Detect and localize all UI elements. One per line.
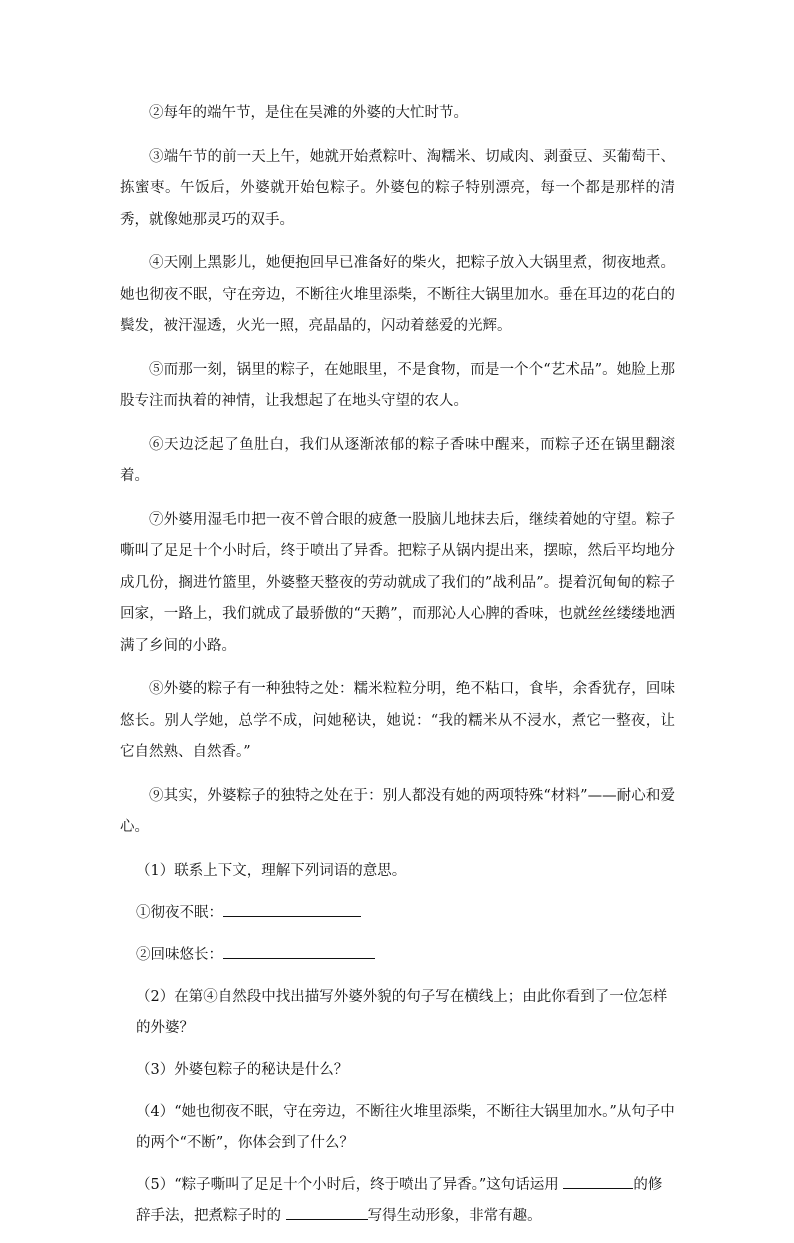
paragraph-7: ⑦外婆用湿毛巾把一夜不曾合眼的疲惫一股脑儿地抹去后，继续着她的守望。粽子嘶叫了足足十个小时后，终于喷出了异香。把粽子从锅内提出来，摆晾，然后平均地分成几份，搁进竹篮里，外婆整天整夜的劳动就成了我们的”战利品”。提着沉甸甸的粽子回家，一路上，我们就成了最骄傲的“天鹅”，而那沁人心脾的香味，也就丝丝缕缕地洒满了乡间的小路。: [120, 511, 675, 654]
question-3: （3）外婆包粽子的秘诀是什么？: [136, 1061, 349, 1078]
answer-blank-5a[interactable]: [563, 1187, 633, 1189]
paragraph-8: ⑧外婆的粽子有一种独特之处：糯米粒粒分明，绝不粘口，食毕，余香犹存，回味悠长。别人学她，总学不成，问她秘诀，她说：“我的糯米从不浸水，煮它一整夜，让它自然熟、自然香。”: [120, 681, 675, 760]
question-5-text-1: （5）“粽子嘶叫了足足十个小时后，终于喷出了异香。”这句话运用: [136, 1176, 559, 1193]
paragraph-6: ⑥天边泛起了鱼肚白，我们从逐渐浓郁的粽子香味中醒来，而粽子还在锅里翻滚着。: [120, 436, 675, 484]
questions-section: [120, 856, 675, 1232]
question-1a: [120, 898, 675, 929]
question-1b: [120, 940, 675, 971]
question-5: [120, 1170, 675, 1232]
paragraph-4: ④天刚上黑影儿，她便抱回早已准备好的柴火，把粽子放入大锅里煮，彻夜地煮。她也彻夜不眠，守在旁边，不断往火堆里添柴，不断往大锅里加水。垂在耳边的花白的鬓发，被汗湿透，火光一照，亮晶晶的，闪动着慈爱的光辉。: [120, 255, 675, 334]
paragraph-3: ③端午节的前一天上午，她就开始煮粽叶、淘糯米、切咸肉、剥蚕豆、买葡萄干、拣蜜枣。午饭后，外婆就开始包粽子。外婆包的粽子特别漂亮，每一个都是那样的清秀，就像她那灵巧的双手。: [120, 148, 675, 228]
question-5-text-2: 的修辞手法，把煮粽子时的: [136, 1176, 663, 1224]
question-1b-label: ②回味悠长：: [136, 946, 223, 963]
question-4: （4）“她也彻夜不眠，守在旁边，不断往火堆里添柴，不断往大锅里加水。”从句子中的两个“不断”，你体会到了什么？: [136, 1103, 675, 1151]
answer-blank-1a[interactable]: [223, 915, 361, 917]
question-1: （1）联系上下文，理解下列词语的意思。: [136, 862, 407, 879]
question-2: （2）在第④自然段中找出描写外婆外貌的句子写在横线上；由此你看到了一位怎样的外婆？: [136, 988, 668, 1036]
answer-blank-1b[interactable]: [223, 957, 375, 959]
paragraph-9: ⑨其实，外婆粽子的独特之处在于：别人都没有她的两项特殊“材料”——耐心和爱心。: [120, 787, 675, 835]
reading-passage: [120, 98, 675, 1243]
paragraph-2: ②每年的端午节，是住在吴滩的外婆的大忙时节。: [149, 105, 468, 121]
answer-blank-5b[interactable]: [286, 1218, 368, 1220]
paragraph-5: ⑤而那一刻，锅里的粽子，在她眼里，不是食物，而是一个个“艺术品”。她脸上那股专注而执着的神情，让我想起了在地头守望的农人。: [120, 361, 675, 409]
question-1a-label: ①彻夜不眠：: [136, 904, 223, 921]
question-5-text-3: 写得生动形象，非常有趣。: [367, 1207, 542, 1224]
